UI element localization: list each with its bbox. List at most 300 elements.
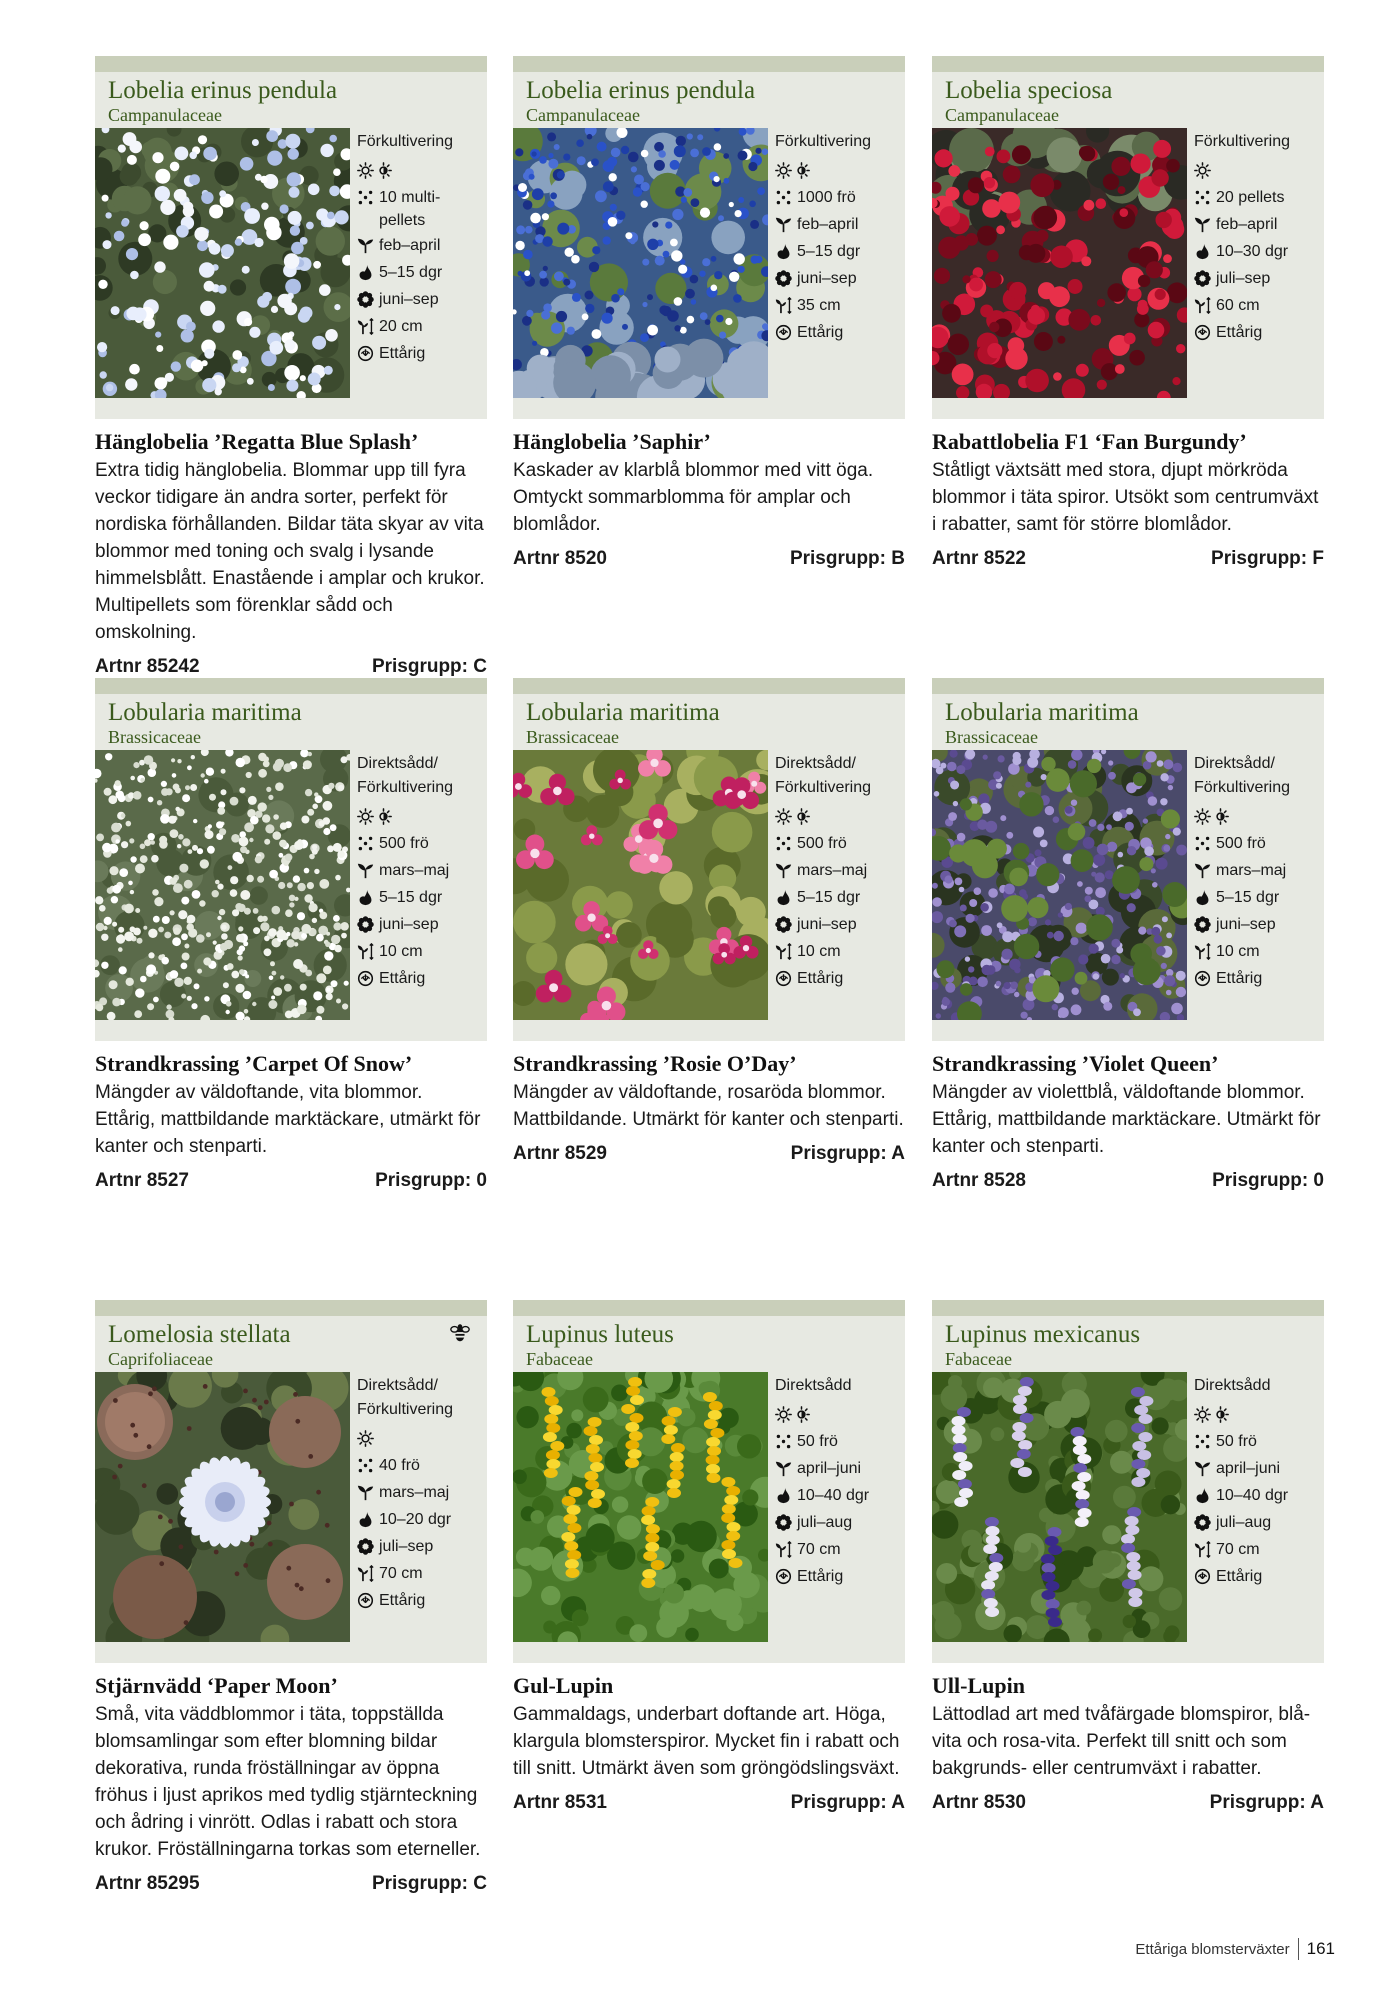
bloom-time: juni–sep xyxy=(379,291,439,308)
sowing-time: mars–maj xyxy=(379,1484,450,1501)
card-text xyxy=(95,1663,487,1897)
lifecycle: Ettårig xyxy=(797,970,844,987)
sun-exposure xyxy=(357,1425,485,1452)
product-card-2 xyxy=(513,56,905,572)
card-accent-bar xyxy=(95,56,487,72)
lifecycle: Ettårig xyxy=(1216,1568,1263,1585)
sowing-time-row xyxy=(1194,1455,1322,1482)
sowing-time-row xyxy=(775,857,903,884)
height-row xyxy=(1194,1536,1322,1563)
sprout-icon xyxy=(357,857,379,884)
sprout-icon xyxy=(357,1479,379,1506)
lifecycle: Ettårig xyxy=(797,1568,844,1585)
full-sun-icon xyxy=(1194,1401,1212,1428)
lifecycle: Ettårig xyxy=(1216,970,1263,987)
sowing-method: Förkultivering xyxy=(775,133,872,150)
lifecycle: Ettårig xyxy=(1216,324,1263,341)
sowing-time-row xyxy=(1194,211,1322,238)
lifecycle-icon xyxy=(1194,319,1216,346)
seed-drop-icon xyxy=(357,884,379,911)
latin-name: Lupinus luteus xyxy=(526,1321,674,1348)
seed-count-row xyxy=(775,184,903,211)
germination-time: 5–15 dgr xyxy=(379,889,443,906)
bloom-time: juni–sep xyxy=(797,916,857,933)
lifecycle-row xyxy=(1194,1563,1322,1590)
sowing-method: Direktsådd/ Förkultivering xyxy=(775,755,872,796)
product-card-3 xyxy=(932,56,1324,572)
plant-height: 10 cm xyxy=(379,943,423,960)
common-name: Rabattlobelia F1 ‘Fan Burgundy’ xyxy=(932,429,1247,454)
plant-height: 35 cm xyxy=(797,297,841,314)
product-card-5 xyxy=(513,678,905,1167)
common-name: Strandkrassing ’Carpet Of Snow’ xyxy=(95,1051,413,1076)
card-info-panel xyxy=(932,72,1324,419)
product-card-9 xyxy=(932,1300,1324,1816)
sowing-time: feb–april xyxy=(1216,216,1278,233)
article-number: Artnr 85295 xyxy=(95,1873,200,1894)
order-info xyxy=(932,546,1324,572)
order-info xyxy=(95,654,487,680)
plant-height: 20 cm xyxy=(379,318,423,335)
flower-icon xyxy=(1194,265,1216,292)
card-accent-bar xyxy=(513,56,905,72)
flower-icon xyxy=(357,1533,379,1560)
price-group: Prisgrupp: F xyxy=(1211,548,1324,569)
sprout-icon xyxy=(1194,211,1216,238)
seed-drop-icon xyxy=(357,1506,379,1533)
full-sun-icon xyxy=(775,1401,793,1428)
seeds-icon xyxy=(357,830,379,857)
sowing-time: feb–april xyxy=(797,216,859,233)
height-row xyxy=(357,1560,485,1587)
latin-name: Lobularia maritima xyxy=(945,699,1139,726)
bloom-time-row xyxy=(775,265,903,292)
card-text xyxy=(513,419,905,572)
photo-illustration xyxy=(95,128,350,398)
product-card-4 xyxy=(95,678,487,1194)
sprout-icon xyxy=(775,1455,797,1482)
lifecycle-icon xyxy=(775,965,797,992)
seed-count-row xyxy=(1194,184,1322,211)
sowing-method: Direktsådd/ Förkultivering xyxy=(1194,755,1291,796)
height-icon xyxy=(357,1560,379,1587)
photo-illustration xyxy=(513,1372,768,1642)
bloom-time: juli–aug xyxy=(797,1514,853,1531)
germination-time: 5–15 dgr xyxy=(797,889,861,906)
growing-specs xyxy=(1194,752,1322,992)
half-shade-icon xyxy=(1212,803,1234,830)
plant-height: 10 cm xyxy=(797,943,841,960)
flower-icon xyxy=(775,1509,797,1536)
article-number: Artnr 8531 xyxy=(513,1792,607,1813)
product-card-1 xyxy=(95,56,487,680)
germination-time: 10–40 dgr xyxy=(1216,1487,1289,1504)
bloom-time: juni–sep xyxy=(1216,916,1276,933)
plant-family: Brassicaceae xyxy=(526,727,619,747)
bloom-time-row xyxy=(357,911,485,938)
germination-time: 10–40 dgr xyxy=(797,1487,870,1504)
seed-count: 20 pellets xyxy=(1216,189,1285,206)
description: Extra tidig hänglobelia. Blommar upp till fyra veckor tidigare än andra sorter, perfekt för nordiska förhållanden. Bildar täta skyar av vita blommor med toning och svalg i lysande himmelsblått. Enastående i amplar och krukor. Multipellets som förenklar sådd och omskolning. xyxy=(95,460,485,643)
article-number: Artnr 8528 xyxy=(932,1170,1026,1191)
bloom-time: juni–sep xyxy=(379,916,439,933)
card-accent-bar xyxy=(95,1300,487,1316)
half-shade-icon xyxy=(793,1401,815,1428)
full-sun-icon xyxy=(357,803,375,830)
card-info-panel xyxy=(513,694,905,1041)
lifecycle-icon xyxy=(775,1563,797,1590)
half-shade-icon xyxy=(793,803,815,830)
card-text xyxy=(932,1041,1324,1194)
germination-time: 10–30 dgr xyxy=(1216,243,1289,260)
seed-count: 500 frö xyxy=(797,835,847,852)
height-row xyxy=(1194,938,1322,965)
seeds-icon xyxy=(1194,1428,1216,1455)
sowing-method: Direktsådd/ Förkultivering xyxy=(357,1377,454,1418)
seed-count: 10 multi-pellets xyxy=(379,189,441,229)
common-name: Strandkrassing ’Violet Queen’ xyxy=(932,1051,1219,1076)
sowing-time: feb–april xyxy=(379,237,441,254)
plant-family: Fabaceae xyxy=(945,1349,1012,1369)
full-sun-icon xyxy=(357,157,375,184)
footer-section: Ettåriga blomsterväxter xyxy=(1135,1940,1290,1958)
flower-icon xyxy=(775,265,797,292)
lifecycle-row xyxy=(775,319,903,346)
lifecycle-row xyxy=(1194,319,1322,346)
half-shade-icon xyxy=(793,157,815,184)
seeds-icon xyxy=(775,830,797,857)
photo-illustration xyxy=(932,750,1187,1020)
latin-name: Lobelia erinus pendula xyxy=(108,77,338,104)
sowing-time: april–juni xyxy=(1216,1460,1281,1477)
price-group: Prisgrupp: 0 xyxy=(375,1170,487,1191)
card-text xyxy=(932,419,1324,572)
page-number: 161 xyxy=(1306,1939,1335,1958)
sprout-icon xyxy=(775,211,797,238)
plant-height: 70 cm xyxy=(1216,1541,1260,1558)
growing-specs xyxy=(357,130,485,367)
height-row xyxy=(357,313,485,340)
plant-photo xyxy=(932,128,1187,398)
seed-drop-icon xyxy=(775,884,797,911)
sowing-time: mars–maj xyxy=(379,862,450,879)
common-name: Hänglobelia ’Saphir’ xyxy=(513,429,711,454)
seed-count-row xyxy=(357,830,485,857)
seed-count: 40 frö xyxy=(379,1457,420,1474)
germination-time: 5–15 dgr xyxy=(379,264,443,281)
plant-family: Campanulaceae xyxy=(526,105,640,125)
sun-exposure xyxy=(775,803,903,830)
sowing-time-row xyxy=(775,211,903,238)
germination-row xyxy=(357,884,485,911)
common-name: Gul-Lupin xyxy=(513,1673,614,1698)
plant-family: Fabaceae xyxy=(526,1349,593,1369)
height-row xyxy=(357,938,485,965)
article-number: Artnr 8522 xyxy=(932,548,1026,569)
article-number: Artnr 8530 xyxy=(932,1792,1026,1813)
seed-count-row xyxy=(357,184,485,232)
germination-time: 5–15 dgr xyxy=(797,243,861,260)
growing-specs xyxy=(775,752,903,992)
common-name: Hänglobelia ’Regatta Blue Splash’ xyxy=(95,429,419,454)
sowing-time-row xyxy=(357,857,485,884)
seed-drop-icon xyxy=(357,259,379,286)
bloom-time-row xyxy=(775,911,903,938)
seed-drop-icon xyxy=(775,1482,797,1509)
lifecycle-row xyxy=(775,1563,903,1590)
growing-specs xyxy=(775,1374,903,1590)
plant-photo xyxy=(932,1372,1187,1642)
germination-row xyxy=(775,238,903,265)
card-text xyxy=(95,1041,487,1194)
seed-drop-icon xyxy=(1194,238,1216,265)
card-accent-bar xyxy=(513,1300,905,1316)
seed-count-row xyxy=(775,1428,903,1455)
height-row xyxy=(775,292,903,319)
article-number: Artnr 8520 xyxy=(513,548,607,569)
half-shade-icon xyxy=(1212,1401,1234,1428)
photo-illustration xyxy=(95,750,350,1020)
full-sun-icon xyxy=(357,1425,379,1452)
price-group: Prisgrupp: A xyxy=(790,1792,905,1813)
card-accent-bar xyxy=(513,678,905,694)
photo-illustration xyxy=(95,1372,350,1642)
card-text xyxy=(513,1041,905,1167)
description: Gammaldags, underbart doftande art. Höga, klargula blomsterspiror. Mycket fin i rabatt och till snitt. Utmärkt även som gröngödslingsväxt. xyxy=(513,1704,900,1779)
seed-drop-icon xyxy=(1194,884,1216,911)
germination-row xyxy=(1194,884,1322,911)
height-icon xyxy=(1194,292,1216,319)
bloom-time: juli–aug xyxy=(1216,1514,1272,1531)
description: Mängder av violettblå, väldoftande blommor. Ettårig, mattbildande marktäckare. Utmärkt för kanter och stenparti. xyxy=(932,1082,1321,1157)
plant-family: Brassicaceae xyxy=(108,727,201,747)
card-info-panel xyxy=(932,694,1324,1041)
height-icon xyxy=(357,313,379,340)
height-row xyxy=(775,1536,903,1563)
flower-icon xyxy=(775,911,797,938)
latin-name: Lupinus mexicanus xyxy=(945,1321,1141,1348)
order-info xyxy=(932,1790,1324,1816)
germination-row xyxy=(1194,238,1322,265)
sowing-time: mars–maj xyxy=(797,862,868,879)
seed-drop-icon xyxy=(775,238,797,265)
sun-exposure xyxy=(1194,803,1322,830)
plant-photo xyxy=(95,128,350,398)
germination-row xyxy=(357,1506,485,1533)
plant-photo xyxy=(513,750,768,1020)
footer-divider xyxy=(1298,1938,1299,1960)
lifecycle-icon xyxy=(1194,1563,1216,1590)
price-group: Prisgrupp: 0 xyxy=(1212,1170,1324,1191)
bloom-time-row xyxy=(357,1533,485,1560)
seed-count-row xyxy=(1194,830,1322,857)
lifecycle-icon xyxy=(357,1587,379,1614)
bloom-time-row xyxy=(1194,1509,1322,1536)
full-sun-icon xyxy=(775,157,793,184)
plant-family: Caprifoliaceae xyxy=(108,1349,213,1369)
bloom-time-row xyxy=(1194,911,1322,938)
lifecycle-row xyxy=(357,340,485,367)
latin-name: Lomelosia stellata xyxy=(108,1321,291,1348)
sun-exposure xyxy=(775,1401,903,1428)
lifecycle: Ettårig xyxy=(379,970,426,987)
plant-height: 70 cm xyxy=(797,1541,841,1558)
full-sun-icon xyxy=(1194,157,1216,184)
full-sun-icon xyxy=(1194,803,1212,830)
plant-height: 10 cm xyxy=(1216,943,1260,960)
price-group: Prisgrupp: A xyxy=(1209,1792,1324,1813)
photo-illustration xyxy=(513,128,768,398)
bloom-time-row xyxy=(357,286,485,313)
description: Lättodlad art med tvåfärgade blomspiror, blå-vita och rosa-vita. Perfekt till snitt och som bakgrunds- eller centrumväxt i rabatter. xyxy=(932,1704,1311,1779)
bloom-time: juli–sep xyxy=(1216,270,1271,287)
bloom-time-row xyxy=(1194,265,1322,292)
seeds-icon xyxy=(775,1428,797,1455)
price-group: Prisgrupp: B xyxy=(789,548,905,569)
seeds-icon xyxy=(1194,830,1216,857)
price-group: Prisgrupp: A xyxy=(790,1143,905,1164)
card-accent-bar xyxy=(932,678,1324,694)
order-info xyxy=(513,1141,905,1167)
latin-name: Lobelia speciosa xyxy=(945,77,1113,104)
sowing-method: Direktsådd xyxy=(1194,1377,1271,1394)
sowing-time-row xyxy=(357,1479,485,1506)
sowing-method: Direktsådd xyxy=(775,1377,852,1394)
plant-family: Brassicaceae xyxy=(945,727,1038,747)
growing-specs xyxy=(357,752,485,992)
order-info xyxy=(95,1871,487,1897)
plant-photo xyxy=(513,1372,768,1642)
seed-count: 500 frö xyxy=(1216,835,1266,852)
germination-time: 5–15 dgr xyxy=(1216,889,1280,906)
germination-row xyxy=(357,259,485,286)
description: Mängder av väldoftande, rosaröda blommor. Mattbildande. Utmärkt för kanter och stenparti. xyxy=(513,1082,904,1130)
flower-icon xyxy=(357,911,379,938)
flower-icon xyxy=(357,286,379,313)
growing-specs xyxy=(357,1374,485,1614)
seed-count: 50 frö xyxy=(1216,1433,1257,1450)
bloom-time-row xyxy=(775,1509,903,1536)
description: Små, vita väddblommor i täta, toppställda blomsamlingar som efter blomning bildar dekorativa, runda fröställningar av öppna fröhus i ljust aprikos med tydlig stjärnteckning och ådring i vinrött. Odlas i rabatt och stora krukor. Fröställningarna torkas som eterneller. xyxy=(95,1704,481,1860)
order-info xyxy=(513,546,905,572)
height-icon xyxy=(775,292,797,319)
plant-photo xyxy=(513,128,768,398)
seeds-icon xyxy=(357,184,379,211)
seed-count-row xyxy=(357,1452,485,1479)
seed-drop-icon xyxy=(1194,1482,1216,1509)
height-icon xyxy=(775,938,797,965)
lifecycle-row xyxy=(357,965,485,992)
seed-count: 1000 frö xyxy=(797,189,856,206)
half-shade-icon xyxy=(375,803,397,830)
seed-count: 500 frö xyxy=(379,835,429,852)
card-text xyxy=(95,419,487,680)
seed-count: 50 frö xyxy=(797,1433,838,1450)
sun-exposure xyxy=(1194,1401,1322,1428)
lifecycle-icon xyxy=(357,965,379,992)
half-shade-icon xyxy=(375,157,397,184)
height-row xyxy=(775,938,903,965)
card-info-panel xyxy=(513,72,905,419)
lifecycle-icon xyxy=(357,340,379,367)
card-info-panel xyxy=(95,694,487,1041)
description: Mängder av väldoftande, vita blommor. Ettårig, mattbildande marktäckare, utmärkt för kanter och stenparti. xyxy=(95,1082,481,1157)
seeds-icon xyxy=(357,1452,379,1479)
order-info xyxy=(932,1168,1324,1194)
sun-exposure xyxy=(357,157,485,184)
seed-count-row xyxy=(1194,1428,1322,1455)
card-info-panel xyxy=(932,1316,1324,1663)
seeds-icon xyxy=(1194,184,1216,211)
common-name: Strandkrassing ’Rosie O’Day’ xyxy=(513,1051,797,1076)
latin-name: Lobelia erinus pendula xyxy=(526,77,756,104)
order-info xyxy=(95,1168,487,1194)
sowing-method: Förkultivering xyxy=(357,133,454,150)
photo-illustration xyxy=(513,750,768,1020)
card-accent-bar xyxy=(95,678,487,694)
height-icon xyxy=(1194,1536,1216,1563)
bloom-time: juni–sep xyxy=(797,270,857,287)
sprout-icon xyxy=(357,232,379,259)
lifecycle-row xyxy=(1194,965,1322,992)
article-number: Artnr 85242 xyxy=(95,656,200,677)
lifecycle-row xyxy=(357,1587,485,1614)
sprout-icon xyxy=(775,857,797,884)
lifecycle: Ettårig xyxy=(797,324,844,341)
plant-photo xyxy=(95,1372,350,1642)
article-number: Artnr 8527 xyxy=(95,1170,189,1191)
flower-icon xyxy=(1194,1509,1216,1536)
plant-family: Campanulaceae xyxy=(108,105,222,125)
height-icon xyxy=(1194,938,1216,965)
card-text xyxy=(932,1663,1324,1816)
sowing-method: Direktsådd/ Förkultivering xyxy=(357,755,454,796)
common-name: Ull-Lupin xyxy=(932,1673,1025,1698)
plant-height: 70 cm xyxy=(379,1565,423,1582)
full-sun-icon xyxy=(775,803,793,830)
card-accent-bar xyxy=(932,56,1324,72)
product-card-7 xyxy=(95,1300,487,1897)
sowing-time-row xyxy=(1194,857,1322,884)
germination-row xyxy=(775,1482,903,1509)
card-info-panel xyxy=(513,1316,905,1663)
description: Kaskader av klarblå blommor med vitt öga. Omtyckt sommarblomma för amplar och blomlådor. xyxy=(513,460,874,535)
product-card-6 xyxy=(932,678,1324,1194)
latin-name: Lobularia maritima xyxy=(526,699,720,726)
bee-friendly-icon xyxy=(449,1322,471,1350)
sowing-method: Förkultivering xyxy=(1194,133,1291,150)
lifecycle-icon xyxy=(1194,965,1216,992)
height-row xyxy=(1194,292,1322,319)
card-accent-bar xyxy=(932,1300,1324,1316)
height-icon xyxy=(357,938,379,965)
growing-specs xyxy=(1194,1374,1322,1590)
sun-exposure xyxy=(357,803,485,830)
seed-count-row xyxy=(775,830,903,857)
sowing-time-row xyxy=(775,1455,903,1482)
growing-specs xyxy=(775,130,903,346)
photo-illustration xyxy=(932,1372,1187,1642)
product-card-8 xyxy=(513,1300,905,1816)
growing-specs xyxy=(1194,130,1322,346)
lifecycle: Ettårig xyxy=(379,345,426,362)
card-text xyxy=(513,1663,905,1816)
card-info-panel xyxy=(95,72,487,419)
card-info-panel xyxy=(95,1316,487,1663)
germination-row xyxy=(775,884,903,911)
page-footer xyxy=(1135,1938,1335,1960)
plant-photo xyxy=(95,750,350,1020)
